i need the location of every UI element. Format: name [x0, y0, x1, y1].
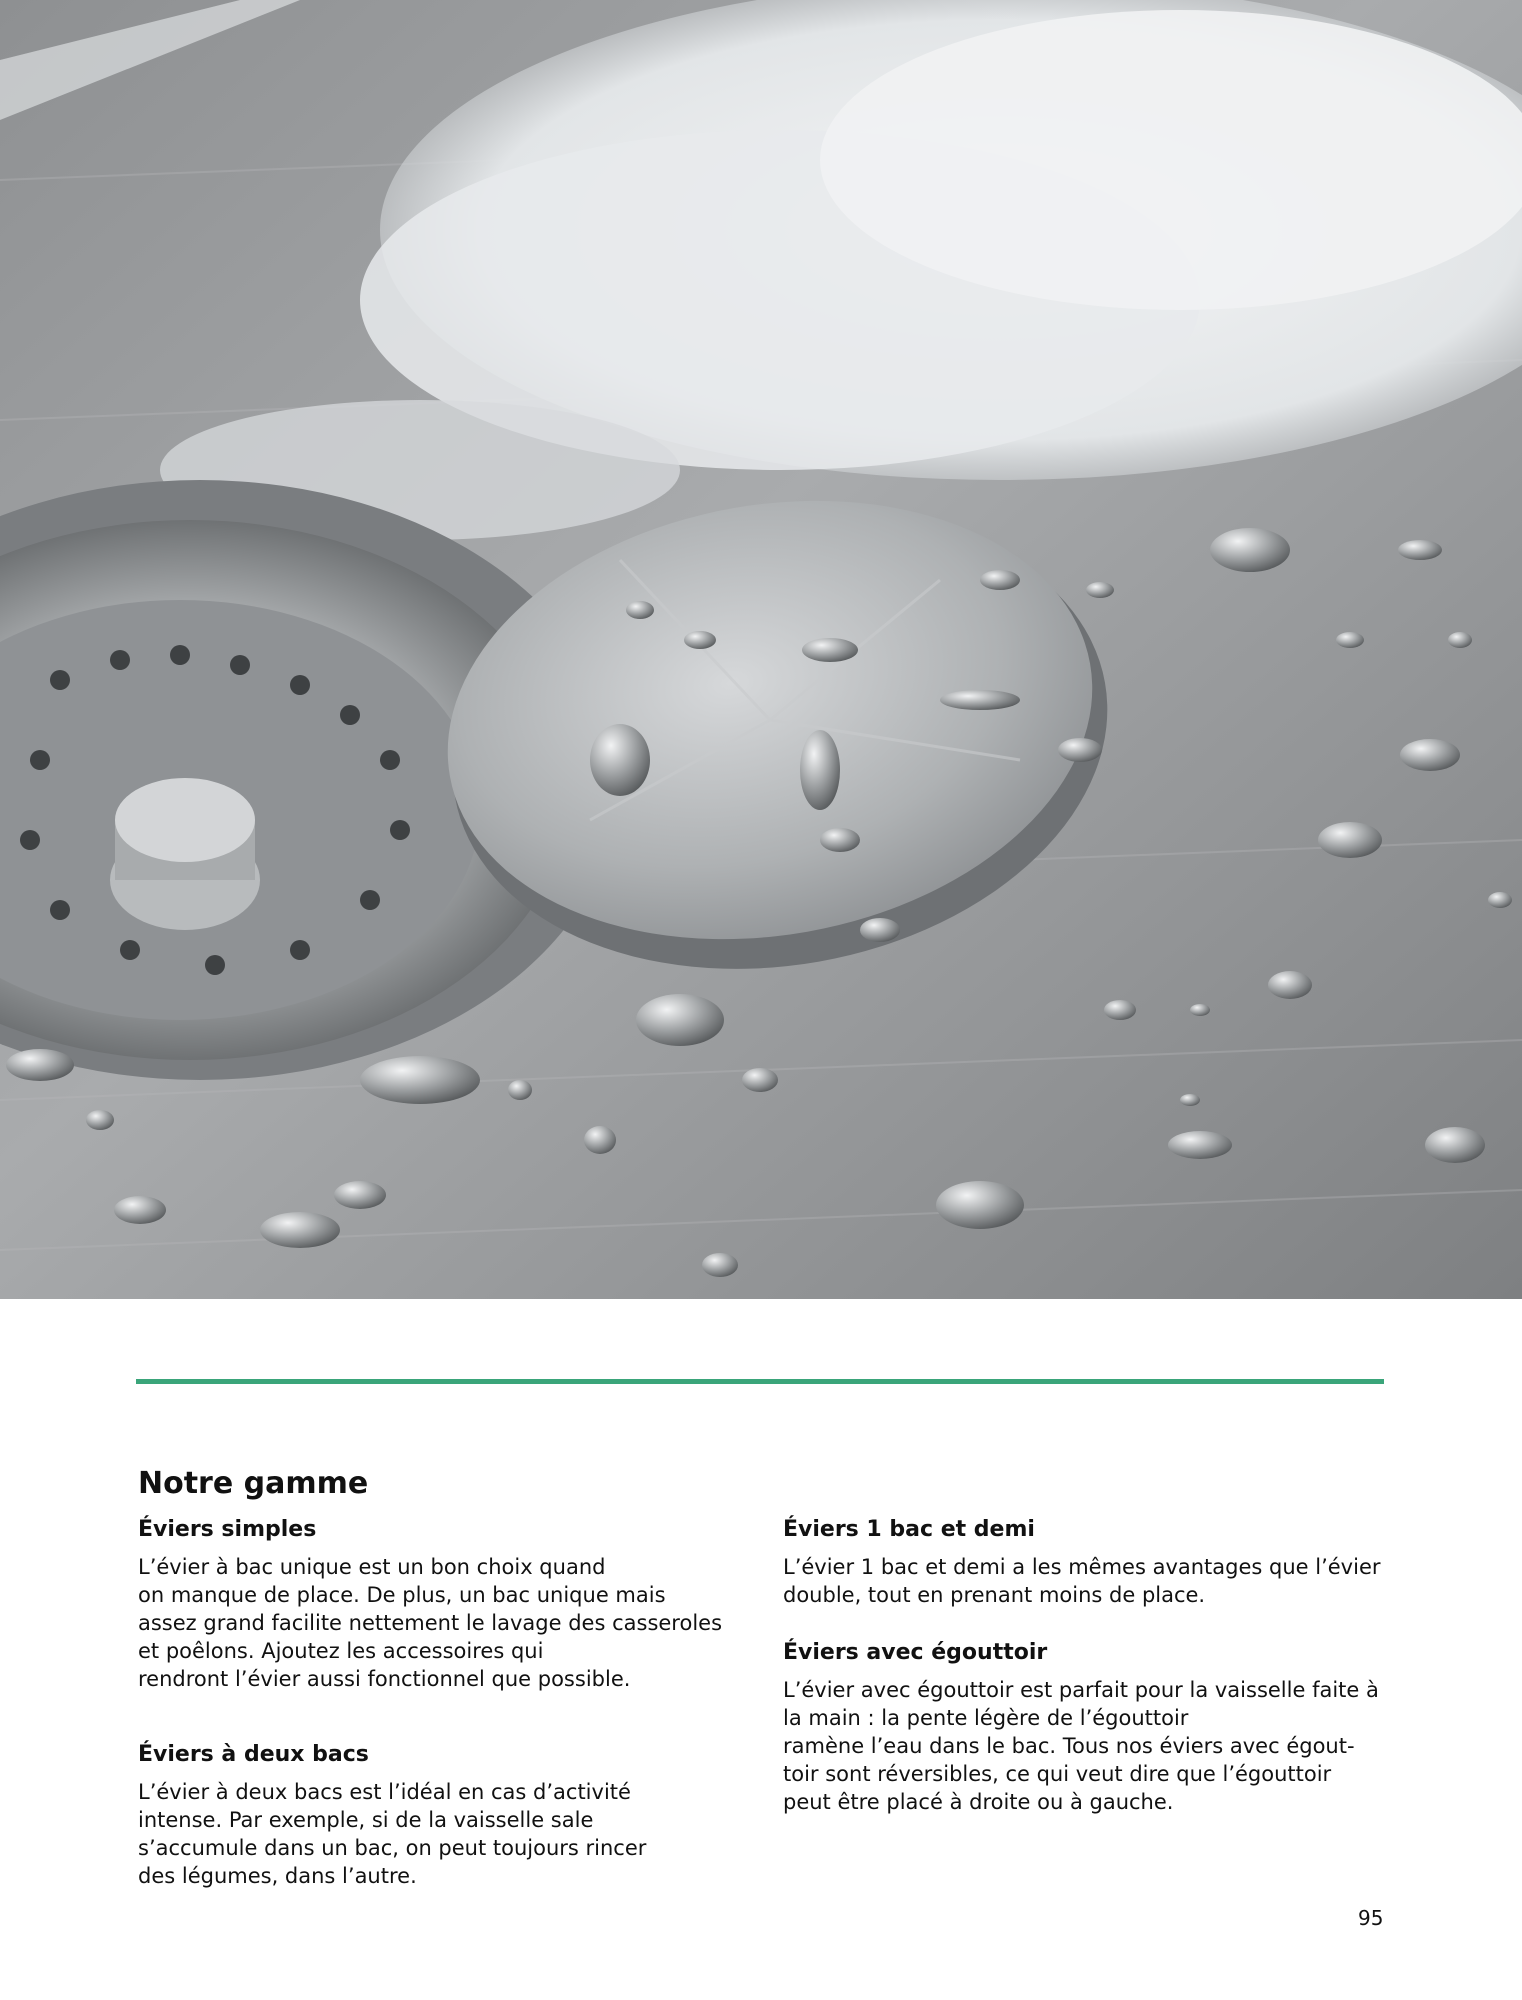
section-heading: Notre gamme — [138, 1466, 369, 1501]
section-body: L’évier à bac unique est un bon choix quand on manque de place. De plus, un bac unique mais assez grand facilite nettement le lavage des casseroles et poêlons. Ajoutez les accessoires qui rendront l’évier aussi fonctionnel que possible. — [138, 1555, 723, 1691]
section-body: L’évier à deux bacs est l’idéal en cas d’activité intense. Par exemple, si de la vaisselle sale s’accumule dans un bac, on peut toujours rincer des légumes, dans l’autre. — [138, 1780, 647, 1888]
section-body: L’évier avec égouttoir est parfait pour la vaisselle faite à la main : la pente légère de l’égouttoir ramène l’eau dans le bac. Tous nos éviers avec égout- toir sont réversibles, ce qui veut dire que l’égouttoir peut être placé à droite ou à gauche. — [783, 1678, 1379, 1814]
right-column — [783, 1516, 1403, 1816]
section-title: Éviers simples — [138, 1517, 317, 1542]
left-column — [138, 1516, 758, 1890]
section-body: L’évier 1 bac et demi a les mêmes avantages que l’évier double, tout en prenant moins de place. — [783, 1555, 1381, 1607]
page-number: 95 — [1358, 1906, 1384, 1930]
section-title: Éviers à deux bacs — [138, 1742, 369, 1767]
section-title: Éviers avec égouttoir — [783, 1640, 1048, 1665]
section-eviers-simples — [138, 1516, 758, 1693]
section-eviers-deux-bacs — [138, 1741, 758, 1890]
accent-divider — [136, 1379, 1384, 1384]
section-eviers-egouttoir — [783, 1639, 1403, 1816]
section-title: Éviers 1 bac et demi — [783, 1517, 1035, 1542]
section-eviers-bac-et-demi — [783, 1516, 1403, 1609]
